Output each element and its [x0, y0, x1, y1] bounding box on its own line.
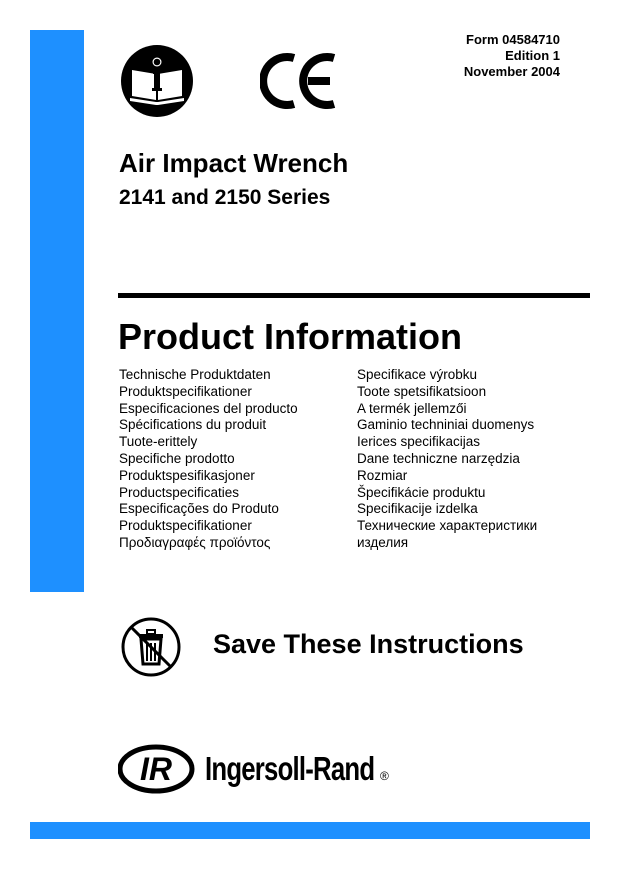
form-number: Form 04584710 [466, 32, 560, 47]
translation-item: Dane techniczne narzędzia [357, 450, 520, 466]
translation-item: Specifikace výrobku [357, 367, 478, 382]
product-series: 2141 and 2150 Series [119, 186, 331, 209]
publication-date: November 2004 [463, 64, 560, 79]
blue-bottom-bar [30, 822, 590, 839]
read-manual-icon [120, 44, 194, 118]
no-trash-icon [120, 616, 182, 678]
svg-text:IR: IR [140, 751, 172, 787]
form-info [464, 32, 560, 80]
translation-item: Specifikacije izdelka [357, 501, 478, 517]
translation-item: Especificaciones del producto [119, 400, 298, 416]
translation-item: Produktspecifikationer [119, 518, 252, 534]
translation-item: Technische Produktdaten [119, 367, 271, 382]
translation-item: Specifiche prodotto [119, 450, 235, 466]
product-title: Air Impact Wrench [119, 148, 349, 178]
edition: Edition 1 [505, 48, 560, 63]
translations-right-column [357, 367, 567, 552]
translation-item: Productspecificaties [119, 484, 240, 500]
translation-item: Ierices specifikacijas [357, 434, 481, 450]
translation-item: Gaminio techniniai duomenys [357, 417, 535, 433]
translation-item: Rozmiar [357, 467, 408, 483]
ce-mark-icon [260, 50, 340, 112]
document-heading: Product Information [118, 316, 462, 357]
translation-item: Spécifications du produit [119, 417, 267, 433]
translation-item: Προδιαγραφές προϊόντος [119, 534, 271, 550]
translation-item: Produktspesifikasjoner [119, 467, 255, 483]
translation-item: Tuote-erittely [119, 434, 198, 450]
translation-item: Špecifikácie produktu [357, 484, 486, 500]
translation-item: Produktspecifikationer [119, 383, 252, 399]
translation-item: Технические характеристики изделия [357, 518, 538, 550]
blue-side-bar [30, 30, 84, 592]
brand-name: Ingersoll-Rand [205, 750, 375, 787]
save-instructions-text: Save These Instructions [213, 629, 524, 659]
divider-rule [118, 293, 590, 298]
svg-text:®: ® [380, 769, 389, 783]
translation-item: Toote spetsifikatsioon [357, 383, 487, 399]
translations-left-column [119, 367, 298, 552]
translation-item: Especificações do Produto [119, 501, 279, 517]
translation-item: A termék jellemzői [357, 400, 467, 416]
